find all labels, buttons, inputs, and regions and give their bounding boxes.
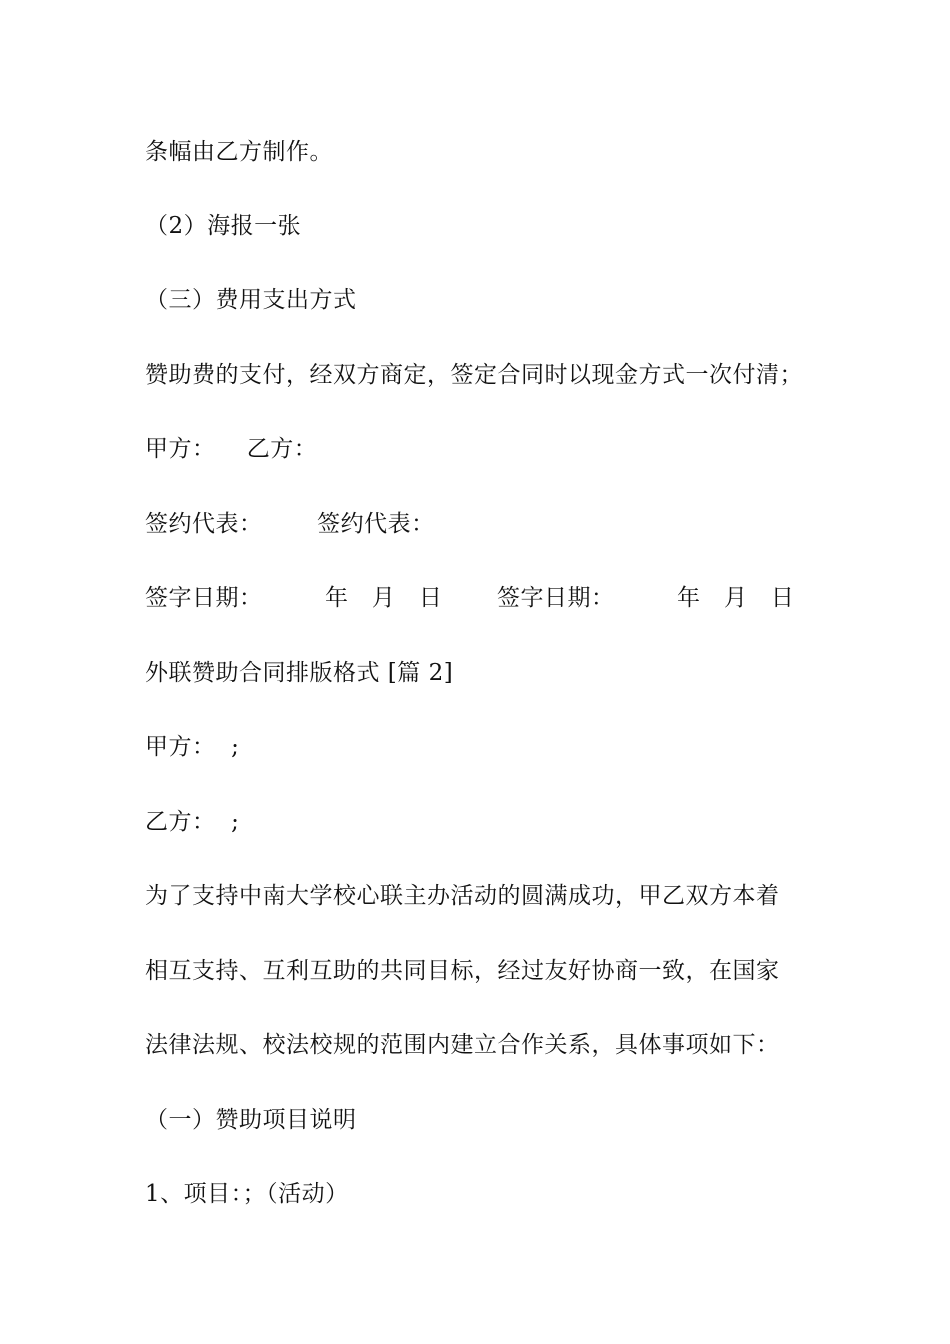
- document-title-part2: 外联赞助合同排版格式 [篇 2]: [145, 660, 454, 686]
- paragraph-intro-2: 相互支持、互利互助的共同目标，经过友好协商一致，在国家: [145, 958, 780, 984]
- signature-date-labels: 签字日期： 年 月 日 签字日期： 年 月 日: [145, 585, 795, 611]
- paragraph-payment: 赞助费的支付，经双方商定，签定合同时以现金方式一次付清；: [145, 362, 803, 388]
- item-poster: （2）海报一张: [145, 213, 302, 239]
- section-heading-payment: （三）费用支出方式: [145, 287, 357, 313]
- party-labels: 甲方： 乙方：: [145, 436, 318, 462]
- item-project: 1、项目：；（活动）: [145, 1181, 349, 1207]
- party-b-line: 乙方： ;: [145, 809, 240, 835]
- party-a-line: 甲方： ;: [145, 734, 240, 760]
- paragraph-banner: 条幅由乙方制作。: [145, 139, 333, 165]
- representative-labels: 签约代表： 签约代表：: [145, 511, 435, 537]
- paragraph-intro-1: 为了支持中南大学校心联主办活动的圆满成功，甲乙双方本着: [145, 883, 780, 909]
- section-heading-project: （一）赞助项目说明: [145, 1107, 357, 1133]
- paragraph-intro-3: 法律法规、校法校规的范围内建立合作关系，具体事项如下：: [145, 1032, 780, 1058]
